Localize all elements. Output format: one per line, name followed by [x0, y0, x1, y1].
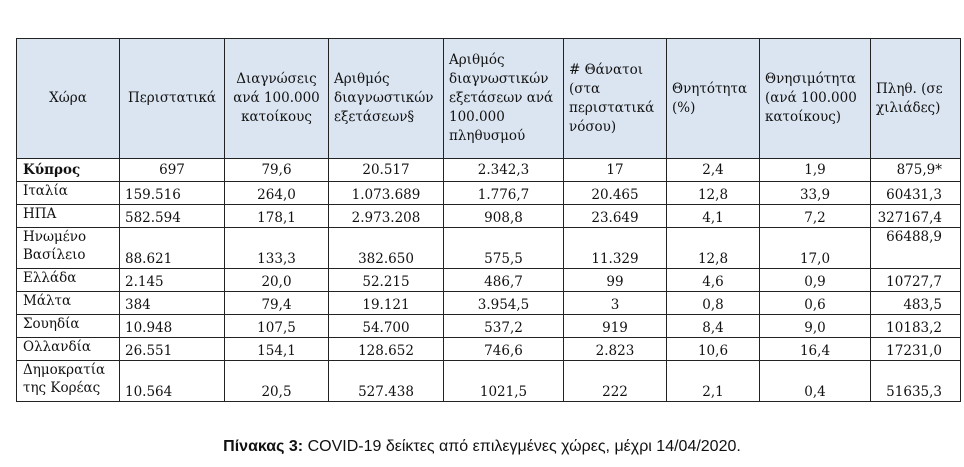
table-row [17, 292, 961, 315]
cell-country: Δημοκρατία της Κορέας [17, 361, 120, 402]
caption-label: Πίνακας 3: [223, 438, 304, 455]
table-row [17, 205, 961, 228]
cell-deaths: 3 [564, 292, 667, 315]
cell-case-fatality: 12,8 [667, 182, 760, 205]
header-case-fatality: Θνητότητα (%) [667, 39, 760, 159]
cell-case-fatality: 12,8 [667, 228, 760, 269]
cell-deaths: 222 [564, 361, 667, 402]
table-row [17, 361, 961, 402]
cell-population: 60431,3 [871, 182, 961, 205]
table-row [17, 159, 961, 182]
table-row [17, 338, 961, 361]
cell-deaths: 11.329 [564, 228, 667, 269]
cell-deaths: 17 [564, 159, 667, 182]
cell-mortality: 0,4 [760, 361, 871, 402]
cell-case-fatality: 10,6 [667, 338, 760, 361]
cell-mortality: 0,6 [760, 292, 871, 315]
header-tests-per-100k: Αριθμός διαγνωστικών εξετάσεων ανά 100.000 πληθυσμού [444, 39, 564, 159]
cell-mortality: 17,0 [760, 228, 871, 269]
cell-tests: 19.121 [329, 292, 444, 315]
cell-tests: 52.215 [329, 269, 444, 292]
cell-deaths: 23.649 [564, 205, 667, 228]
cell-population: 327167,4 [871, 205, 961, 228]
cell-tests: 382.650 [329, 228, 444, 269]
cell-country: ΗΠΑ [17, 205, 120, 228]
cell-diagnoses-per-100k: 79,6 [225, 159, 329, 182]
cell-tests-per-100k: 908,8 [444, 205, 564, 228]
cell-cases: 2.145 [120, 269, 225, 292]
cell-country: Ιταλία [17, 182, 120, 205]
cell-diagnoses-per-100k: 178,1 [225, 205, 329, 228]
header-tests: Αριθμός διαγνωστικών εξετάσεων§ [329, 39, 444, 159]
cell-case-fatality: 2,1 [667, 361, 760, 402]
cell-diagnoses-per-100k: 154,1 [225, 338, 329, 361]
cell-cases: 10.564 [120, 361, 225, 402]
cell-population: 66488,9 [871, 228, 961, 269]
cell-case-fatality: 0,8 [667, 292, 760, 315]
cell-population: 875,9* [871, 159, 961, 182]
header-cases: Περιστατικά [120, 39, 225, 159]
cell-population: 17231,0 [871, 338, 961, 361]
header-country: Χώρα [17, 39, 120, 159]
cell-tests-per-100k: 1021,5 [444, 361, 564, 402]
cell-tests-per-100k: 3.954,5 [444, 292, 564, 315]
cell-tests: 2.973.208 [329, 205, 444, 228]
table-row [17, 269, 961, 292]
header-diagnoses-per-100k: Διαγνώσεις ανά 100.000 κατοίκους [225, 39, 329, 159]
cell-population: 10183,2 [871, 315, 961, 338]
cell-deaths: 99 [564, 269, 667, 292]
cell-case-fatality: 4,6 [667, 269, 760, 292]
cell-tests: 128.652 [329, 338, 444, 361]
cell-country: Σουηδία [17, 315, 120, 338]
cell-deaths: 2.823 [564, 338, 667, 361]
table-row [17, 315, 961, 338]
cell-tests-per-100k: 486,7 [444, 269, 564, 292]
cell-deaths: 919 [564, 315, 667, 338]
cell-mortality: 7,2 [760, 205, 871, 228]
cell-population: 10727,7 [871, 269, 961, 292]
cell-country: Ελλάδα [17, 269, 120, 292]
header-mortality: Θνησιμότητα (ανά 100.000 κατοίκους) [760, 39, 871, 159]
cell-mortality: 1,9 [760, 159, 871, 182]
cell-cases: 384 [120, 292, 225, 315]
cell-case-fatality: 4,1 [667, 205, 760, 228]
cell-mortality: 33,9 [760, 182, 871, 205]
caption-text: COVID-19 δείκτες από επιλεγμένες χώρες, μέχρι 14/04/2020. [303, 438, 741, 455]
cell-country: Ηνωμένο Βασίλειο [17, 228, 120, 269]
cell-diagnoses-per-100k: 133,3 [225, 228, 329, 269]
cell-cases: 582.594 [120, 205, 225, 228]
cell-tests: 54.700 [329, 315, 444, 338]
table-header-row [17, 39, 961, 159]
cell-cases: 159.516 [120, 182, 225, 205]
table-row [17, 228, 961, 269]
cell-case-fatality: 2,4 [667, 159, 760, 182]
cell-tests-per-100k: 1.776,7 [444, 182, 564, 205]
table-row [17, 182, 961, 205]
cell-tests-per-100k: 575,5 [444, 228, 564, 269]
covid-indicators-table [16, 38, 961, 402]
cell-tests-per-100k: 2.342,3 [444, 159, 564, 182]
cell-diagnoses-per-100k: 20,0 [225, 269, 329, 292]
cell-population: 483,5 [871, 292, 961, 315]
cell-deaths: 20.465 [564, 182, 667, 205]
cell-mortality: 0,9 [760, 269, 871, 292]
covid-indicators-table-wrapper [16, 38, 960, 402]
table-caption [0, 438, 964, 456]
cell-cases: 10.948 [120, 315, 225, 338]
cell-cases: 26.551 [120, 338, 225, 361]
cell-tests: 20.517 [329, 159, 444, 182]
cell-country: Ολλανδία [17, 338, 120, 361]
cell-diagnoses-per-100k: 20,5 [225, 361, 329, 402]
cell-tests: 527.438 [329, 361, 444, 402]
cell-mortality: 9,0 [760, 315, 871, 338]
cell-population: 51635,3 [871, 361, 961, 402]
cell-tests: 1.073.689 [329, 182, 444, 205]
cell-country: Μάλτα [17, 292, 120, 315]
cell-diagnoses-per-100k: 264,0 [225, 182, 329, 205]
cell-tests-per-100k: 537,2 [444, 315, 564, 338]
cell-cases: 88.621 [120, 228, 225, 269]
cell-case-fatality: 8,4 [667, 315, 760, 338]
cell-country: Κύπρος [17, 159, 120, 182]
cell-tests-per-100k: 746,6 [444, 338, 564, 361]
cell-diagnoses-per-100k: 79,4 [225, 292, 329, 315]
header-deaths: # Θάνατοι (στα περιστατικά νόσου) [564, 39, 667, 159]
cell-cases: 697 [120, 159, 225, 182]
cell-mortality: 16,4 [760, 338, 871, 361]
header-population: Πληθ. (σε χιλιάδες) [871, 39, 961, 159]
cell-diagnoses-per-100k: 107,5 [225, 315, 329, 338]
